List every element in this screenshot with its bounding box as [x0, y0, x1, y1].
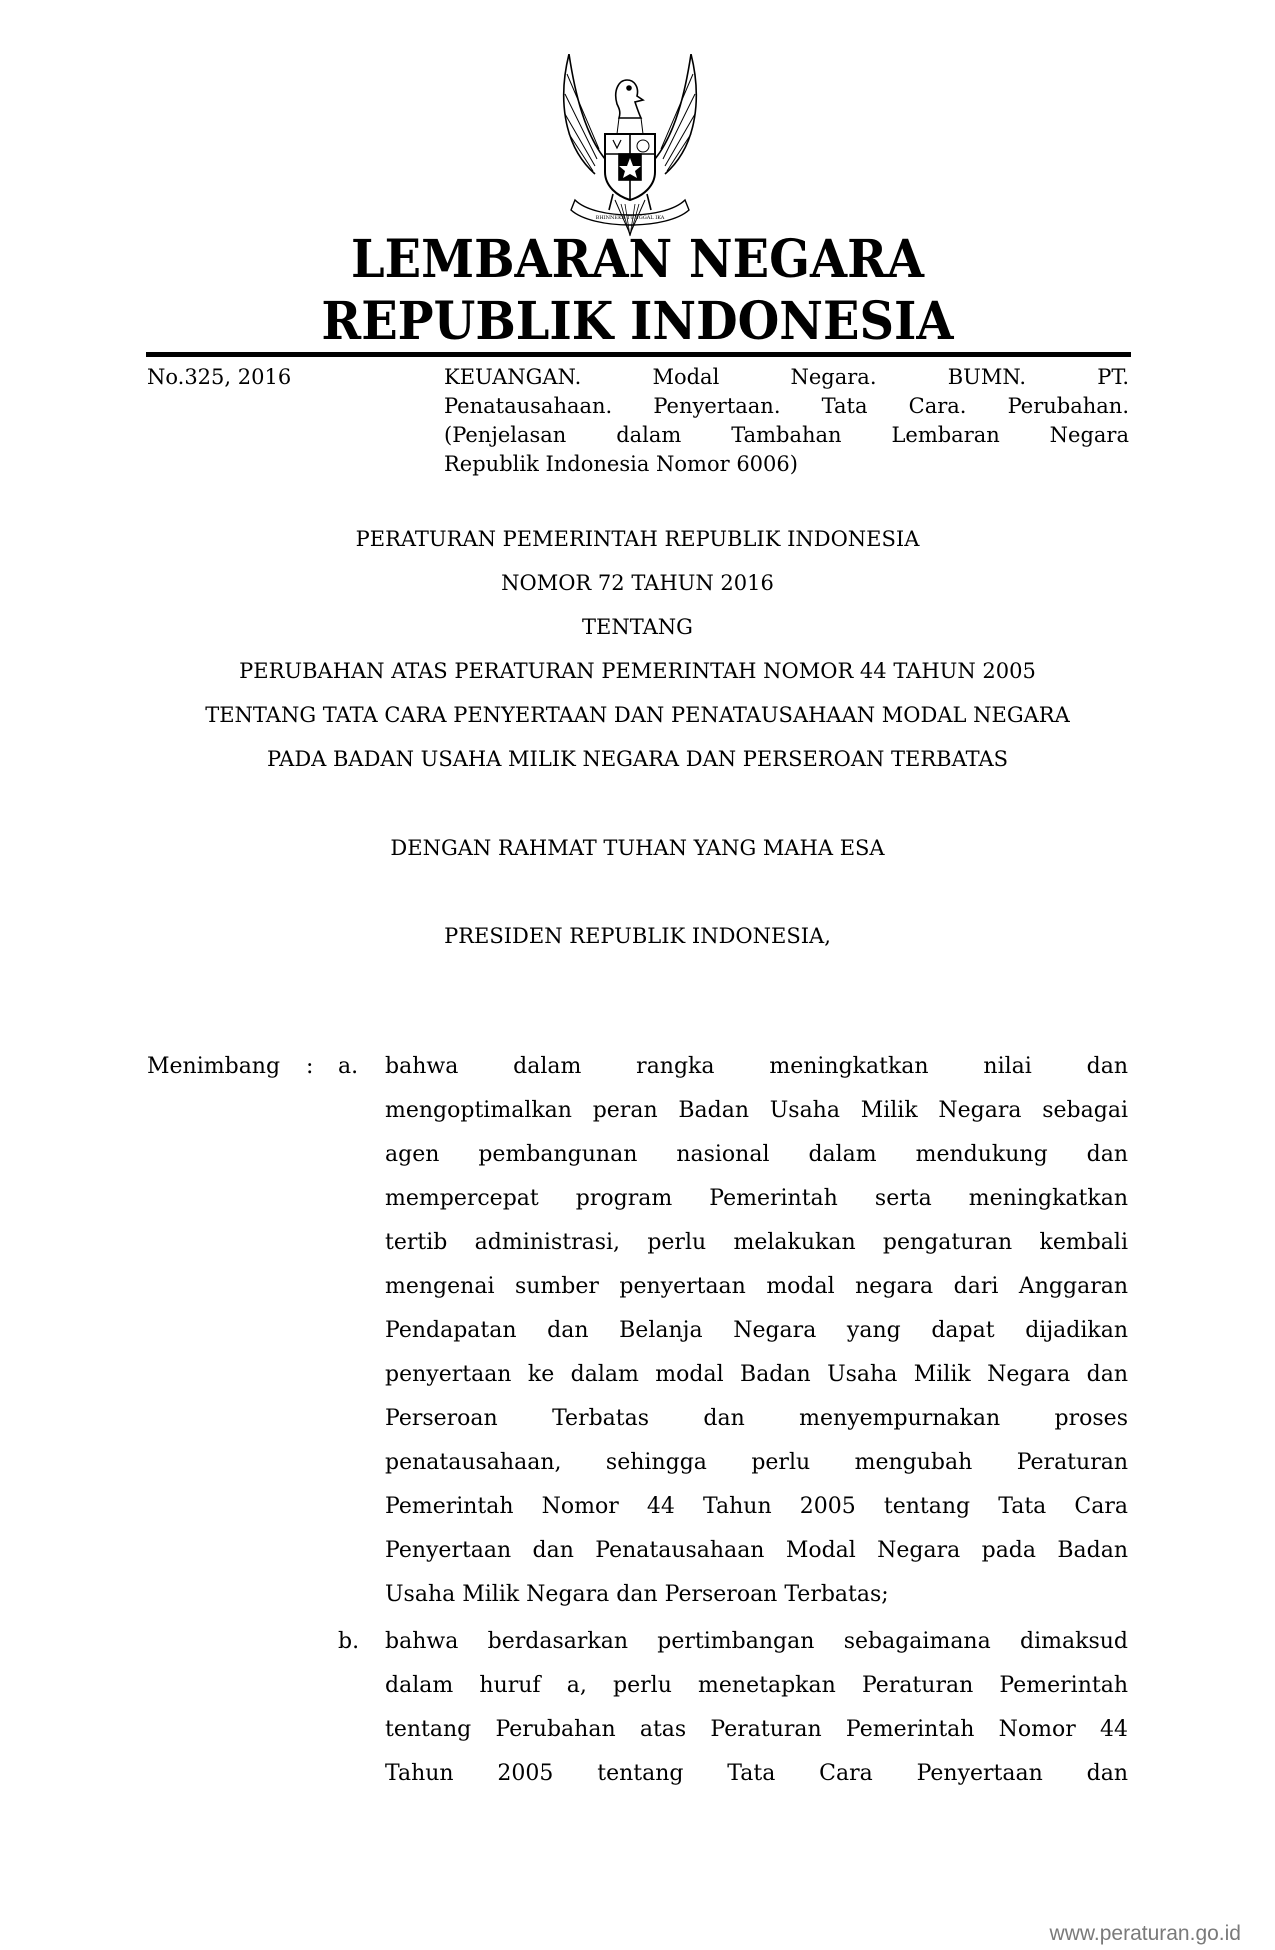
- item-marker: b.: [338, 1629, 360, 1654]
- item-line: penatausahaan, sehingga perlu mengubah Peraturan: [385, 1450, 1128, 1475]
- subject-line: (Penjelasan dalam Tambahan Lembaran Negara: [444, 423, 1129, 447]
- invocation: DENGAN RAHMAT TUHAN YANG MAHA ESA: [390, 836, 885, 860]
- svg-text:BHINNEKA TUNGGAL IKA: BHINNEKA TUNGGAL IKA: [595, 215, 665, 221]
- heading-line: NOMOR 72 TAHUN 2016: [501, 571, 774, 595]
- heading-line: TENTANG: [582, 615, 693, 639]
- item-line: penyertaan ke dalam modal Badan Usaha Milik Negara dan: [385, 1362, 1128, 1387]
- item-line: Usaha Milik Negara dan Perseroan Terbatas;: [385, 1582, 889, 1607]
- garuda-emblem-icon: [555, 54, 705, 240]
- menimbang-colon: :: [306, 1054, 314, 1079]
- heading-line: PERUBAHAN ATAS PERATURAN PEMERINTAH NOMOR 44 TAHUN 2005: [239, 659, 1036, 683]
- item-line: Penyertaan dan Penatausahaan Modal Negara pada Badan: [385, 1538, 1128, 1563]
- footer-url: www.peraturan.go.id: [1049, 1922, 1241, 1945]
- heading-line: PADA BADAN USAHA MILIK NEGARA DAN PERSEROAN TERBATAS: [266, 747, 1009, 771]
- item-line: mengenai sumber penyertaan modal negara dari Anggaran: [385, 1274, 1128, 1299]
- president-line: PRESIDEN REPUBLIK INDONESIA,: [444, 924, 831, 948]
- item-line: Perseroan Terbatas dan menyempurnakan proses: [385, 1406, 1128, 1431]
- menimbang-item-b: [385, 1620, 1128, 1796]
- title-divider: [146, 352, 1131, 357]
- item-line: mengoptimalkan peran Badan Usaha Milik Negara sebagai: [385, 1098, 1128, 1123]
- item-line: tentang Perubahan atas Peraturan Pemerintah Nomor 44: [385, 1717, 1128, 1742]
- gazette-subject: [444, 363, 1129, 479]
- subject-line: Republik Indonesia Nomor 6006): [444, 452, 798, 476]
- heading-line: TENTANG TATA CARA PENYERTAAN DAN PENATAUSAHAAN MODAL NEGARA: [205, 703, 1070, 727]
- item-line: Pemerintah Nomor 44 Tahun 2005 tentang Tata Cara: [385, 1494, 1128, 1519]
- item-line: Tahun 2005 tentang Tata Cara Penyertaan dan: [385, 1761, 1128, 1786]
- gazette-number: No.325, 2016: [147, 365, 292, 389]
- item-line: Pendapatan dan Belanja Negara yang dapat dijadikan: [385, 1318, 1128, 1343]
- gazette-title-line2: REPUBLIK INDONESIA: [321, 291, 954, 352]
- item-line: bahwa berdasarkan pertimbangan sebagaimana dimaksud: [385, 1629, 1128, 1654]
- regulation-heading: [0, 517, 1275, 781]
- heading-line: PERATURAN PEMERINTAH REPUBLIK INDONESIA: [355, 527, 920, 551]
- item-line: tertib administrasi, perlu melakukan pengaturan kembali: [385, 1230, 1128, 1255]
- item-marker: a.: [338, 1054, 359, 1079]
- item-line: bahwa dalam rangka meningkatkan nilai dan: [385, 1054, 1128, 1079]
- subject-line: Penatausahaan. Penyertaan. Tata Cara. Perubahan.: [444, 394, 1129, 418]
- menimbang-label: Menimbang: [147, 1054, 281, 1079]
- gazette-title-line1: LEMBARAN NEGARA: [351, 229, 924, 290]
- item-line: mempercepat program Pemerintah serta meningkatkan: [385, 1186, 1128, 1211]
- item-line: dalam huruf a, perlu menetapkan Peraturan Pemerintah: [385, 1673, 1128, 1698]
- menimbang-item-a: [385, 1045, 1128, 1617]
- subject-line: KEUANGAN. Modal Negara. BUMN. PT.: [444, 365, 1129, 389]
- item-line: agen pembangunan nasional dalam mendukung dan: [385, 1142, 1128, 1167]
